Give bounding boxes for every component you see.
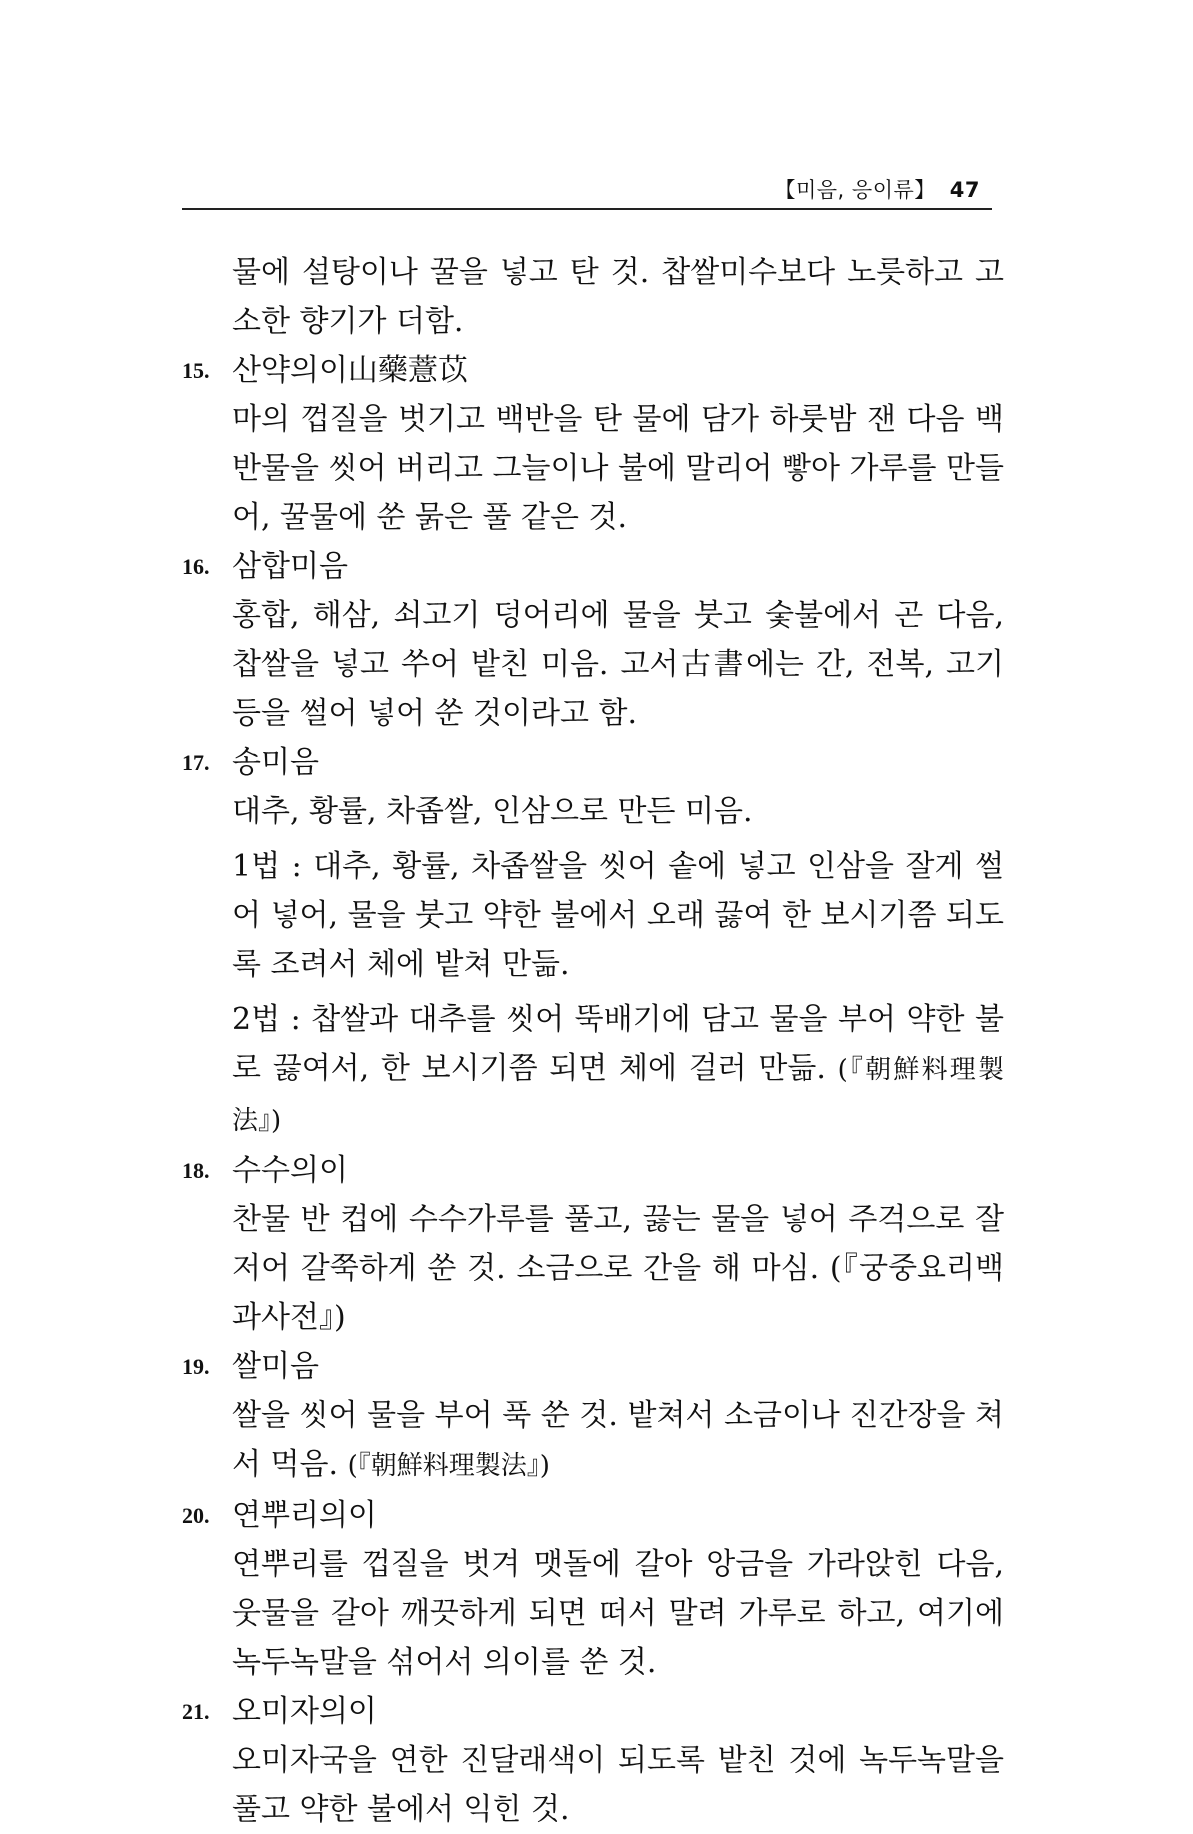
continued-paragraph: 물에 설탕이나 꿀을 넣고 탄 것. 찹쌀미수보다 노릇하고 고소한 향기가 더함. [232,255,1004,339]
source-citation: (『朝鮮料理製法』) [347,1451,550,1481]
method-2: 2법 : 찹쌀과 대추를 씻어 뚝배기에 담고 물을 부어 약한 불로 끓여서, 한 보시기쯤 되면 체에 걸러 만듦. (『朝鮮料理製法』) [232,1002,1004,1136]
running-header [182,168,992,210]
entry-21 [182,1687,1004,1834]
entry-title: 쌀미음 [232,1349,319,1384]
entry-body: 홍합, 해삼, 쇠고기 덩어리에 물을 붓고 숯불에서 곤 다음, 찹쌀을 넣고 쑤어 밭친 미음. 고서古書에는 간, 전복, 고기 등을 썰어 넣어 쑨 것이라고 함. [232,598,1004,731]
entry-body: 쌀을 씻어 물을 부어 푹 쑨 것. 밭쳐서 소금이나 진간장을 쳐서 먹음. (『朝鮮料理製法』) [232,1398,1004,1482]
entry-20 [182,1491,1004,1687]
entry-17 [182,738,1004,1146]
entry-body: 마의 껍질을 벗기고 백반을 탄 물에 담가 하룻밤 잰 다음 백반물을 씻어 버리고 그늘이나 불에 말리어 빻아 가루를 만들어, 꿀물에 쑨 묽은 풀 같은 것. [232,402,1004,535]
entry-title: 산약의이山藥薏苡 [232,353,468,388]
entry-number: 21. [182,1699,210,1724]
entry-number: 19. [182,1354,210,1379]
entry-title: 연뿌리의이 [232,1498,377,1533]
entry-number: 17. [182,750,210,775]
page-body [182,248,1004,1834]
source-citation: (『朝鮮料理製法』) [232,1055,1004,1136]
entry-title: 오미자의이 [232,1694,377,1729]
method-1: 1법 : 대추, 황률, 차좁쌀을 씻어 솥에 넣고 인삼을 잘게 썰어 넣어, 물을 붓고 약한 불에서 오래 끓여 한 보시기쯤 되도록 조려서 체에 밭쳐 만듦. [232,849,1004,982]
entry-body: 오미자국을 연한 진달래색이 되도록 밭친 것에 녹두녹말을 풀고 약한 불에서 익힌 것. [232,1743,1004,1827]
entry-body: 연뿌리를 껍질을 벗겨 맷돌에 갈아 앙금을 가라앉힌 다음, 웃물을 갈아 깨끗하게 되면 떠서 말려 가루로 하고, 여기에 녹두녹말을 섞어서 의이를 쑨 것. [232,1547,1004,1680]
entry-19 [182,1342,1004,1491]
entry-body: 찬물 반 컵에 수수가루를 풀고, 끓는 물을 넣어 주걱으로 잘 저어 갈쭉하게 쑨 것. 소금으로 간을 해 마심. (『궁중요리백과사전』) [232,1202,1004,1335]
entry-number: 20. [182,1503,210,1528]
entry-number: 16. [182,554,210,579]
entry-title: 삼합미음 [232,549,348,584]
page-number: 47 [949,178,980,202]
entry-18 [182,1146,1004,1342]
section-title: 【미음, 응이류】 [774,178,936,202]
entry-title: 송미음 [232,745,319,780]
entry-title: 수수의이 [232,1153,348,1188]
entry-number: 18. [182,1158,210,1183]
entry-body: 대추, 황률, 차좁쌀, 인삼으로 만든 미음. [232,794,753,829]
entry-number: 15. [182,358,210,383]
entry-15 [182,346,1004,542]
entry-16 [182,542,1004,738]
